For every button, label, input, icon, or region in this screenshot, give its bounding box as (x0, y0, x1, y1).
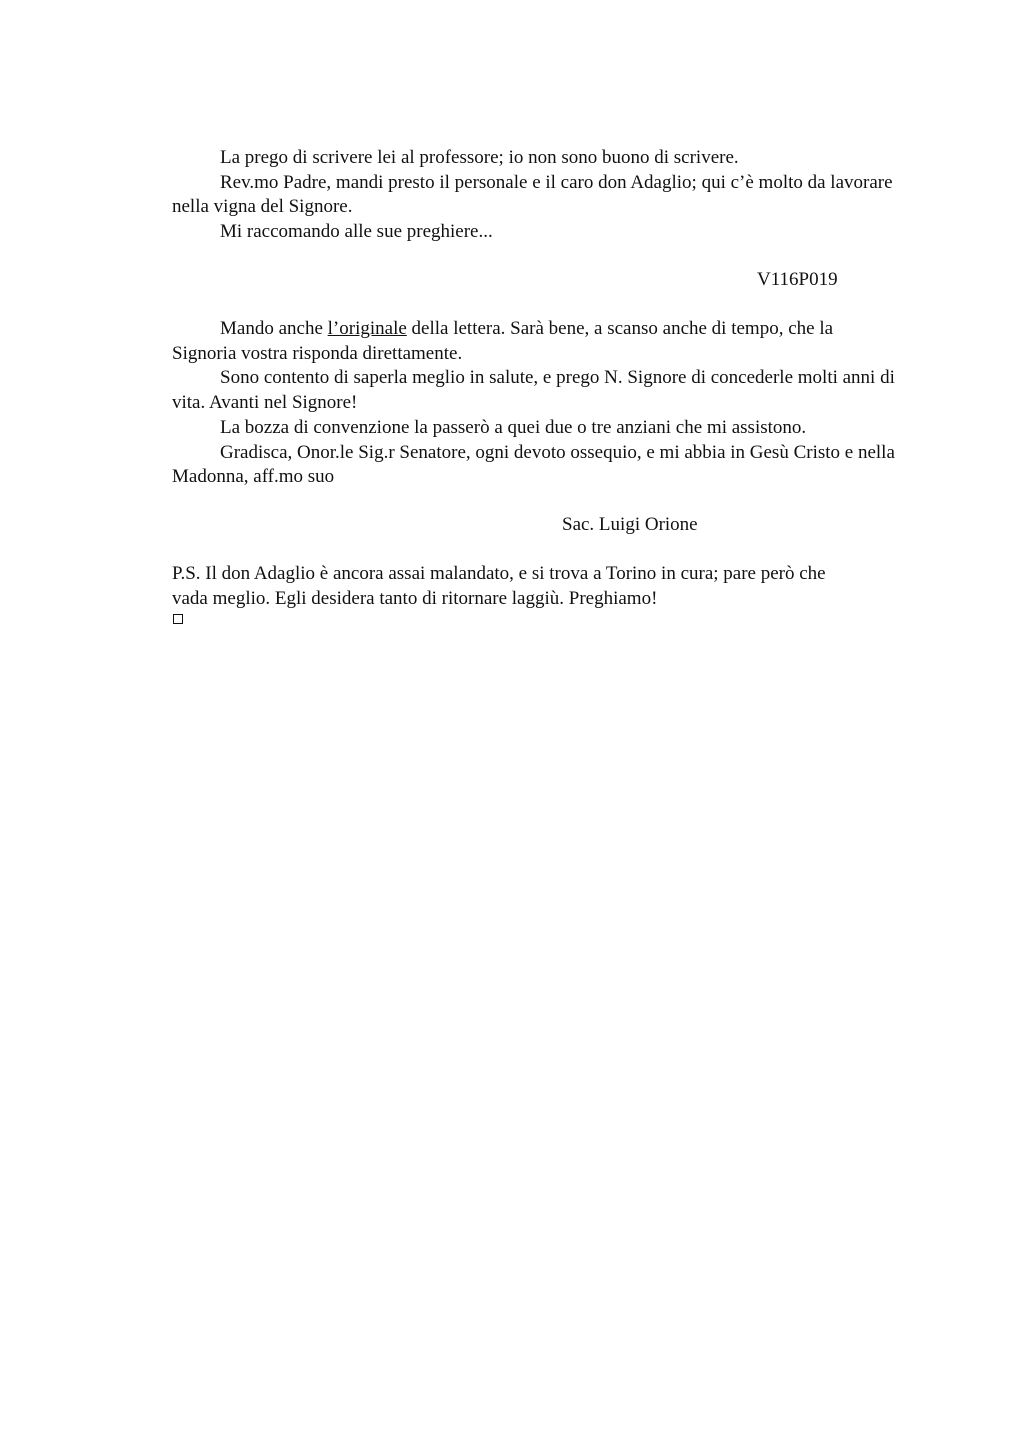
letter-opening-block (172, 146, 902, 245)
paragraph-draft-convention: La bozza di convenzione la passerò a quei due o tre anziani che mi assistono. (220, 416, 807, 438)
original-letter-text-after: della lettera. Sarà bene, a scanso anche di tempo, che la Signoria vostra risponda direttamente. (172, 318, 834, 364)
postscript-block (172, 562, 862, 611)
letter-main-block (172, 317, 902, 490)
end-marker-box-icon (173, 614, 183, 624)
paragraph-prayers: Mi raccomando alle sue preghiere... (220, 221, 493, 243)
paragraph-send-personnel: Rev.mo Padre, mandi presto il personale e il caro don Adaglio; qui c’è molto da lavorare nella vigna del Signore. (172, 171, 893, 218)
signature: Sac. Luigi Orione (562, 514, 698, 535)
paragraph-original-letter (172, 317, 902, 366)
original-underlined-word: l’originale (327, 318, 407, 339)
postscript-text: P.S. Il don Adaglio è ancora assai malandato, e si trova a Torino in cura; pare però che vada meglio. Egli desidera tanto di ritornare laggiù. Preghiamo! (172, 563, 826, 609)
original-letter-text-before: Mando anche (220, 318, 328, 339)
paragraph-closing-salutation: Gradisca, Onor.le Sig.r Senatore, ogni devoto ossequio, e mi abbia in Gesù Cristo e nella Madonna, aff.mo suo (172, 441, 895, 488)
document-code: V116P019 (757, 269, 838, 290)
paragraph-health-wishes: Sono contento di saperla meglio in salute, e prego N. Signore di concederle molti anni di vita. Avanti nel Signore! (172, 367, 895, 414)
paragraph-request-professor: La prego di scrivere lei al professore; io non sono buono di scrivere. (220, 147, 739, 168)
